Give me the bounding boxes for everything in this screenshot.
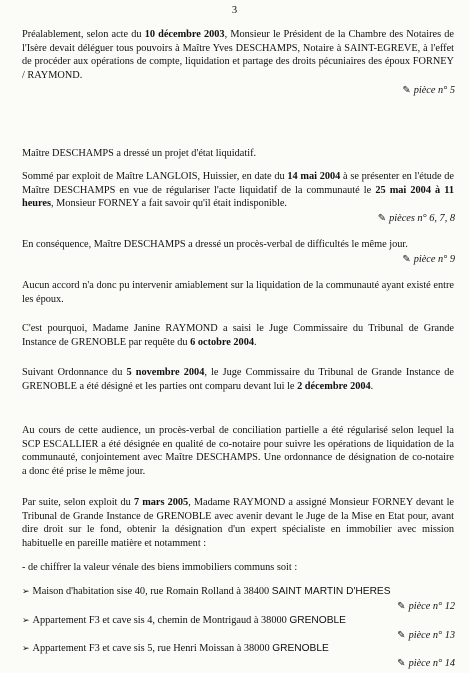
paragraph-delegation: Préalablement, selon acte du 10 décembre 2003, Monsieur le Président de la Chambre des Notaires de l'Isère devait déléguer tous pouvoirs à Maître Yves DESCHAMPS, Notaire à SAINT-EGREVE, à l'effet de procéder aux opérations de compte, liquidation et partage des droits pécuniaires des époux FORNEY / RAYMOND. — [22, 29, 454, 81]
arrow-bullet-icon: ➢ — [22, 587, 30, 597]
paragraph-chiffrer: - de chiffrer la valeur vénale des biens immobiliers communs soit : — [22, 562, 298, 573]
arrow-bullet-icon: ➢ — [22, 616, 30, 626]
property-item: ➢ Maison d'habitation sise 40, rue Romain Rolland à 38400 SAINT MARTIN D'HERES — [22, 586, 391, 597]
exhibit-reference: ✎ pièce n° 13 — [397, 630, 455, 641]
exhibit-arrow-icon: ✎ — [402, 85, 411, 96]
exhibit-arrow-icon: ✎ — [377, 213, 387, 224]
exhibit-reference: ✎ pièce n° 14 — [397, 658, 455, 669]
paragraph-audience: Au cours de cette audience, un procès-verbal de conciliation partielle a été régularisé selon lequel la SCP ESCALLIER a été désignée en qualité de co-notaire pour suivre les opérations de liquidation de la communauté, conjointement avec Maître DESCHAMPS. Une ordonnance de désignation de co-notaire a donc été prise le même jour. — [22, 425, 454, 477]
property-item: ➢ Appartement F3 et cave sis 5, rue Henri Moissan à 38000 GRENOBLE — [22, 643, 329, 654]
exhibit-arrow-icon: ✎ — [397, 630, 406, 641]
exhibit-arrow-icon: ✎ — [397, 601, 406, 612]
paragraph-pv-difficultes: En conséquence, Maître DESCHAMPS a dressé un procès-verbal de difficultés le même jour. — [22, 239, 408, 250]
paragraph-ordonnance: Suivant Ordonnance du 5 novembre 2004, le Juge Commissaire du Tribunal de Grande Instance de GRENOBLE a été désigné et les parties ont comparu devant lui le 2 décembre 2004. — [22, 367, 454, 392]
page-number: 3 — [231, 5, 238, 16]
exhibit-reference: ✎ pièce n° 5 — [402, 85, 455, 96]
exhibit-arrow-icon: ✎ — [402, 254, 411, 265]
paragraph-projet: Maître DESCHAMPS a dressé un projet d'état liquidatif. — [22, 148, 257, 159]
property-item: ➢ Appartement F3 et cave sis 4, chemin de Montrigaud à 38000 GRENOBLE — [22, 615, 346, 626]
arrow-bullet-icon: ➢ — [22, 644, 30, 654]
paragraph-sommation: Sommé par exploit de Maître LANGLOIS, Huissier, en date du 14 mai 2004 à se présenter en l'étude de Maître DESCHAMPS en vue de régulariser l'acte liquidatif de la communauté le 25 mai 2004 à 11 heures, Monsieur FORNEY a fait savoir qu'il était indisponible. — [22, 171, 454, 210]
paragraph-assignation: Par suite, selon exploit du 7 mars 2005, Madame RAYMOND a assigné Monsieur FORNEY devant le Tribunal de Grande Instance de GRENOBLE avec avenir devant le Juge de la Mise en Etat pour, avant dire droit sur le fond, obtenir la désignation d'un expert spécialiste en immobilier avec mission habituelle en pareille matière et notamment : — [22, 497, 454, 549]
exhibit-reference: ✎ pièces n° 6, 7, 8 — [377, 213, 455, 224]
exhibit-reference: ✎ pièce n° 12 — [397, 601, 455, 612]
paragraph-aucun-accord: Aucun accord n'a donc pu intervenir amiablement sur la liquidation de la communauté ayant existé entre les époux. — [22, 280, 454, 305]
paragraph-saisine: C'est pourquoi, Madame Janine RAYMOND a saisi le Juge Commissaire du Tribunal de Grande Instance de GRENOBLE par requête du 6 octobre 2004. — [22, 323, 454, 348]
exhibit-reference: ✎ pièce n° 9 — [402, 254, 455, 265]
exhibit-arrow-icon: ✎ — [397, 658, 406, 669]
